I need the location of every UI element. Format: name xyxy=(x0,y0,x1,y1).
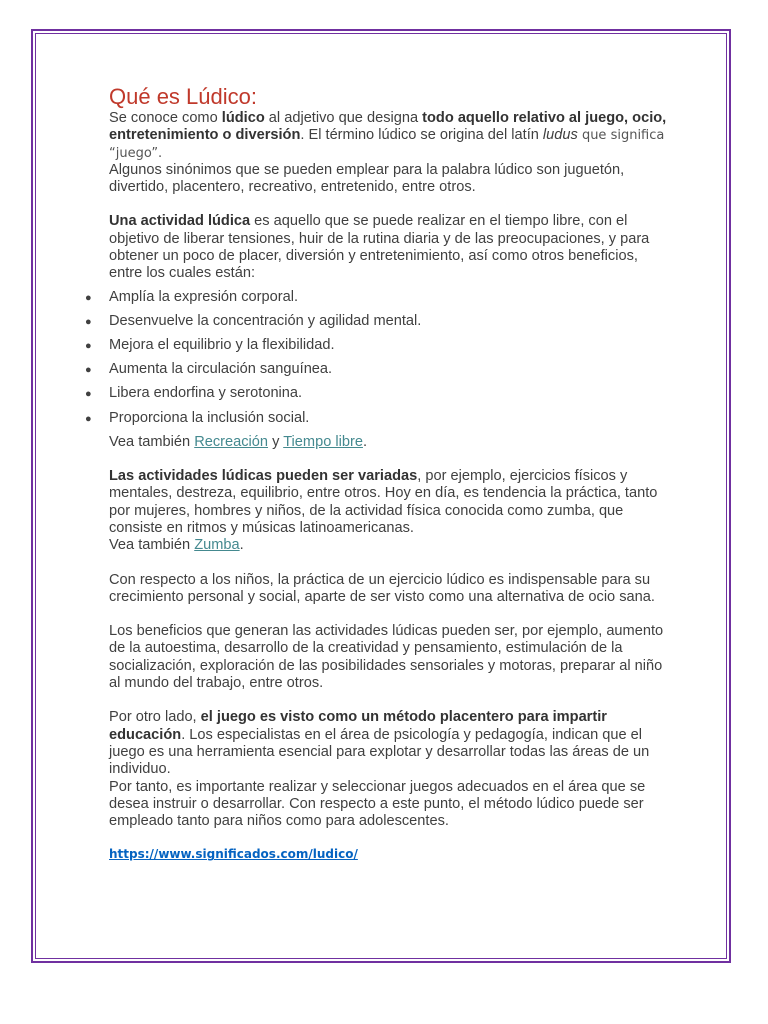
paragraph-conclusion: Por tanto, es importante realizar y seleccionar juegos adecuados en el área que se desea instruir o desarrollar. Con respecto a este punto, el método lúdico puede ser empleado tanto para niños como para adolescentes. xyxy=(109,778,646,830)
list-item-text: Amplía la expresión corporal. xyxy=(109,288,298,305)
bold-term: Las actividades lúdicas pueden ser variadas xyxy=(109,468,418,485)
list-item xyxy=(85,312,669,337)
list-item-text: Aumenta la circulación sanguínea. xyxy=(109,361,333,378)
see-also-zumba xyxy=(109,537,669,554)
italic-term: ludus xyxy=(542,127,578,144)
paragraph-education xyxy=(109,709,669,778)
list-item xyxy=(85,337,669,361)
text-run: . El término lúdico se origina del latín xyxy=(300,127,543,144)
list-item xyxy=(85,288,669,313)
bold-definition: todo aquello relativo al juego, ocio, entretenimiento o diversión xyxy=(109,110,667,144)
link-recreacion[interactable]: Recreación xyxy=(194,433,269,450)
text-run: Se conoce como xyxy=(109,110,222,126)
list-item-text: Libera endorfina y serotonina. xyxy=(109,385,303,402)
paragraph-intro xyxy=(109,110,669,162)
link-tiempo-libre[interactable]: Tiempo libre xyxy=(283,433,363,450)
bold-term: el juego es visto como un método placentero para impartir educación xyxy=(109,709,607,743)
paragraph-synonyms: Algunos sinónimos que se pueden emplear para la palabra lúdico son juguetón, divertido, placentero, recreativo, entretenido, entre otros. xyxy=(109,161,625,196)
page-title: Qué es Lúdico: xyxy=(109,84,257,109)
bullet-icon: ● xyxy=(85,388,92,401)
bullet-icon: ● xyxy=(85,340,92,353)
paragraph-activity xyxy=(109,213,669,282)
paragraph-children: Con respecto a los niños, la práctica de un ejercicio lúdico es indispensable para su crecimiento personal y social, aparte de ser visto como una alternativa de ocio sana. xyxy=(109,571,655,605)
text-run: Vea también xyxy=(109,537,195,554)
list-item-text: Proporciona la inclusión social. xyxy=(109,409,310,426)
text-run: Por otro lado, xyxy=(109,709,201,726)
link-zumba[interactable]: Zumba xyxy=(194,537,240,554)
text-run: Vea también xyxy=(109,433,195,450)
bold-term: lúdico xyxy=(221,110,265,126)
list-item-text: Mejora el equilibrio y la flexibilidad. xyxy=(109,337,335,354)
list-item xyxy=(85,385,669,409)
bold-term: Una actividad lúdica xyxy=(109,213,251,230)
list-item xyxy=(85,409,669,434)
bullet-icon: ● xyxy=(85,364,92,377)
text-run: que significa “juego”. xyxy=(109,128,665,161)
text-run: . xyxy=(239,537,244,554)
text-run: . Los especialistas en el área de psicología y pedagogía, indican que el juego es una herramienta esencial para explotar y desarrollar todas las áreas de un individuo. xyxy=(109,726,650,778)
text-run: y xyxy=(268,433,284,450)
bullet-icon: ● xyxy=(85,315,92,328)
see-also-recreation xyxy=(109,434,669,451)
document-body xyxy=(85,84,669,864)
text-run: al adjetivo que designa xyxy=(264,110,423,126)
paragraph-variety xyxy=(109,468,669,537)
text-run: es aquello que se puede realizar en el tiempo libre, con el objetivo de liberar tensiones, huir de la rutina diaria y de las preocupaciones, y para obtener un poco de placer, diversión y entretenimiento, así como otros beneficios, entre los cuales están: xyxy=(109,213,650,282)
source-link[interactable]: https://www.significados.com/ludico/ xyxy=(109,847,358,862)
bullet-icon: ● xyxy=(85,412,92,425)
text-run: . xyxy=(362,433,368,450)
paragraph-benefits: Los beneficios que generan las actividades lúdicas pueden ser, por ejemplo, aumento de la autoestima, desarrollo de la creatividad y pensamiento, estimulación de la socialización, exploración de las posibilidades sensoriales y motoras, preparar al niño al mundo del trabajo, entre otros. xyxy=(109,623,664,692)
list-item-text: Desenvuelve la concentración y agilidad mental. xyxy=(109,312,422,329)
list-item xyxy=(85,361,669,385)
bullet-icon: ● xyxy=(85,291,92,304)
text-run: , por ejemplo, ejercicios físicos y mentales, destreza, equilibrio, entre otros. Hoy en día, es tendencia la práctica, tanto por mujeres, hombres y niños, de la actividad física conocida como zumba, que consiste en ritmos y músicas latinoamericanas. xyxy=(109,468,658,536)
benefits-list xyxy=(85,288,669,434)
